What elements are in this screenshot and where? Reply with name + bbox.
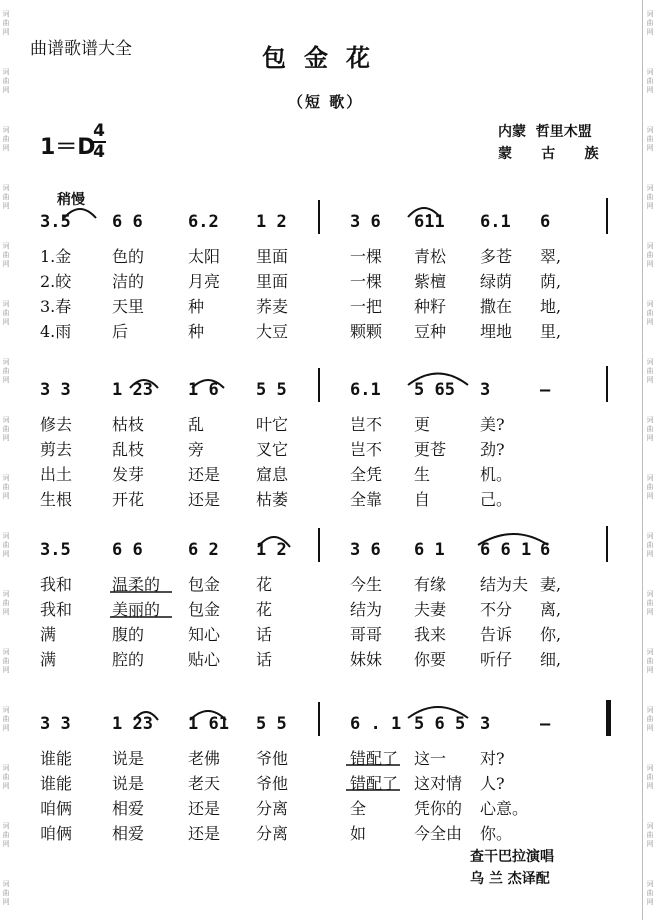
note-group: 3.5 — [40, 212, 71, 232]
note-group: 6.1 — [480, 212, 511, 232]
lyric-syllables: 里面 — [256, 272, 289, 291]
lyric-syllables: 这一 — [414, 749, 447, 768]
lyric-syllables: 我来 — [414, 625, 447, 644]
lyric-syllables: 知心 — [188, 625, 221, 644]
lyric-syllables: 旁 — [188, 440, 205, 459]
lyric-syllables: 如 — [350, 824, 367, 843]
lyric-syllables: 一把 — [350, 297, 383, 316]
lyric-syllables: 贴心 — [188, 650, 221, 669]
note-group: 6 — [540, 212, 551, 232]
watermark-text: 词曲网 — [646, 532, 654, 558]
watermark-text: 词曲网 — [646, 68, 654, 94]
lyric-syllables: 还是 — [188, 465, 221, 484]
lyric-syllables: 相爱 — [112, 824, 145, 843]
watermark-text: 词曲网 — [646, 10, 654, 36]
lyric-syllables: 更苍 — [414, 440, 447, 459]
watermark-text: 词曲网 — [2, 764, 10, 790]
lyric-syllables: 里, — [540, 322, 562, 341]
note-group: 6 . 1 — [350, 714, 402, 734]
note-group: 6 6 — [112, 540, 143, 560]
lyric-syllables: 月亮 — [188, 272, 221, 291]
watermark-text: 词曲网 — [2, 706, 10, 732]
watermark-text: 词曲网 — [646, 184, 654, 210]
note-group: 3 3 — [40, 380, 71, 400]
lyric-syllables: 天里 — [112, 297, 145, 316]
lyric-syllables: 色的 — [112, 247, 145, 266]
key-signature: 1＝D — [40, 135, 96, 160]
lyric-syllables: 叉它 — [256, 440, 289, 459]
lyric-syllables: 绿荫 — [480, 272, 513, 291]
slur — [130, 380, 158, 388]
lyric-syllables: 分离 — [256, 799, 289, 818]
watermark-text: 词曲网 — [2, 416, 10, 442]
lyric-syllables: 剪去 — [40, 440, 73, 459]
lyric-syllables: 谁能 — [40, 749, 73, 768]
lyric-syllables: 全靠 — [350, 490, 383, 509]
lyric-syllables: 相爱 — [112, 799, 145, 818]
lyric-syllables: 满 — [40, 625, 57, 644]
watermark-text: 词曲网 — [2, 822, 10, 848]
note-group: 6 — [540, 540, 551, 560]
lyric-syllables: 我和 — [40, 575, 73, 594]
note-group: 1 61 — [188, 714, 229, 734]
watermark-text: 词曲网 — [646, 648, 654, 674]
lyric-syllables: 豆种 — [414, 322, 447, 341]
note-group: 5 5 — [256, 714, 287, 734]
lyric-syllables: 腔的 — [112, 650, 145, 669]
lyric-syllables: 发芽 — [112, 465, 145, 484]
lyric-syllables: 听仔 — [480, 650, 513, 669]
lyric-syllables: 自 — [414, 490, 431, 509]
song-title: 包金花 — [262, 44, 388, 72]
lyric-syllables: 种籽 — [414, 297, 447, 316]
note-group: 6 6 1 — [480, 540, 532, 560]
lyric-syllables: 温柔的 — [112, 575, 161, 594]
lyric-syllables: 告诉 — [480, 625, 513, 644]
watermark-text: 词曲网 — [2, 242, 10, 268]
lyric-syllables: 说是 — [112, 774, 145, 793]
lyric-syllables: 你。 — [480, 824, 513, 843]
watermark-text: 词曲网 — [2, 474, 10, 500]
lyric-syllables: 老佛 — [188, 749, 221, 768]
lyric-syllables: 还是 — [188, 824, 221, 843]
lyric-syllables: 不分 — [480, 600, 513, 619]
watermark-text: 词曲网 — [646, 126, 654, 152]
watermark-text: 词曲网 — [2, 590, 10, 616]
lyric-syllables: 颗颗 — [350, 322, 383, 341]
slur — [408, 707, 468, 718]
watermark-text: 词曲网 — [2, 358, 10, 384]
note-group: 5 5 — [256, 380, 287, 400]
credit-singer: 查干巴拉演唱 — [470, 849, 554, 865]
lyric-syllables: 生根 — [40, 490, 73, 509]
lyric-syllables: 己。 — [480, 490, 513, 509]
lyric-syllables: 荫, — [540, 272, 562, 291]
lyric-syllables: 机。 — [480, 465, 513, 484]
slur — [64, 209, 96, 218]
lyric-syllables: 撒在 — [480, 297, 513, 316]
lyric-syllables: 咱俩 — [40, 824, 73, 843]
watermark-text: 词曲网 — [646, 416, 654, 442]
lyric-syllables: 生 — [414, 465, 431, 484]
lyric-syllables: 荞麦 — [256, 297, 289, 316]
lyric-syllables: 对? — [480, 749, 505, 768]
lyric-syllables: 全凭 — [350, 465, 383, 484]
lyric-syllables: 更 — [414, 415, 431, 434]
lyric-syllables: 种 — [188, 322, 205, 341]
time-denominator: 4 — [93, 142, 105, 162]
lyric-syllables: 枯枝 — [112, 415, 145, 434]
lyric-syllables: 分离 — [256, 824, 289, 843]
lyric-syllables: 劲? — [480, 440, 505, 459]
watermark-text: 词曲网 — [2, 126, 10, 152]
lyric-syllables: 心意。 — [480, 799, 529, 818]
lyric-syllables: 话 — [256, 650, 273, 669]
watermark-text: 词曲网 — [646, 474, 654, 500]
slur — [478, 534, 548, 545]
note-group: 6 2 — [188, 540, 219, 560]
note-group: 1 23 — [112, 380, 153, 400]
lyric-syllables: 种 — [188, 297, 205, 316]
lyric-syllables: 结为 — [350, 600, 383, 619]
slur — [258, 537, 290, 547]
watermark-text: 词曲网 — [2, 10, 10, 36]
lyric-syllables: 今全由 — [414, 824, 463, 843]
lyric-syllables: 爷他 — [256, 749, 289, 768]
lyric-syllables: 我和 — [40, 600, 73, 619]
lyric-syllables: 岂不 — [350, 415, 383, 434]
watermark-text: 词曲网 — [646, 590, 654, 616]
watermark-text: 词曲网 — [2, 68, 10, 94]
note-group: — — [540, 380, 551, 400]
lyric-syllables: 地, — [540, 297, 562, 316]
lyric-syllables: 花 — [256, 600, 273, 619]
lyric-syllables: 太阳 — [188, 247, 221, 266]
lyric-syllables: 满 — [40, 650, 57, 669]
lyric-syllables: 人? — [480, 774, 505, 793]
lyric-syllables: 里面 — [256, 247, 289, 266]
note-group: 5 65 — [414, 380, 455, 400]
note-group: 3 — [480, 380, 491, 400]
watermark-text: 词曲网 — [2, 532, 10, 558]
lyric-syllables: 2.皎 — [40, 272, 72, 291]
lyric-syllables: 1.金 — [40, 247, 72, 266]
watermark-text: 词曲网 — [646, 706, 654, 732]
lyric-syllables: 一棵 — [350, 247, 383, 266]
lyric-syllables: 大豆 — [256, 322, 289, 341]
note-group: 3 — [480, 714, 491, 734]
lyric-syllables: 枯萎 — [256, 490, 289, 509]
lyric-syllables: 一棵 — [350, 272, 383, 291]
lyric-syllables: 多苍 — [480, 247, 513, 266]
slur — [408, 208, 440, 217]
lyric-syllables: 全 — [350, 799, 367, 818]
note-group: 6.1 — [350, 380, 381, 400]
watermark-text: 词曲网 — [646, 242, 654, 268]
lyric-syllables: 紫檀 — [414, 272, 447, 291]
lyric-syllables: 还是 — [188, 490, 221, 509]
lyric-syllables: 爷他 — [256, 774, 289, 793]
lyric-syllables: 妹妹 — [350, 650, 383, 669]
lyric-syllables: 妻, — [540, 575, 562, 594]
origin-line-1: 内蒙 哲里木盟 — [498, 124, 592, 140]
lyric-syllables: 谁能 — [40, 774, 73, 793]
watermark-text: 词曲网 — [2, 648, 10, 674]
note-group: 3 3 — [40, 714, 71, 734]
lyric-syllables: 开花 — [112, 490, 145, 509]
lyric-syllables: 细, — [540, 650, 562, 669]
watermark-text: 词曲网 — [646, 822, 654, 848]
watermark-text: 词曲网 — [2, 300, 10, 326]
lyric-syllables: 这对情 — [414, 774, 463, 793]
note-group: 1 6 — [188, 380, 219, 400]
lyric-syllables: 今生 — [350, 575, 383, 594]
note-group: 6 6 — [112, 212, 143, 232]
watermark-text: 词曲网 — [646, 880, 654, 906]
slur — [192, 380, 224, 388]
site-name: 曲谱歌谱大全 — [30, 39, 132, 59]
time-numerator: 4 — [93, 121, 105, 141]
lyric-syllables: 咱俩 — [40, 799, 73, 818]
lyric-syllables: 埋地 — [480, 322, 513, 341]
lyric-syllables: 洁的 — [112, 272, 145, 291]
lyric-syllables: 腹的 — [112, 625, 145, 644]
watermark-text: 词曲网 — [646, 358, 654, 384]
lyric-syllables: 4.雨 — [40, 322, 72, 341]
song-subtitle: （短 歌） — [288, 93, 364, 111]
tempo-marking: 稍慢 — [57, 192, 85, 208]
credits — [470, 846, 554, 890]
watermark-text: 词曲网 — [646, 300, 654, 326]
lyric-syllables: 你要 — [414, 650, 447, 669]
credit-translator: 乌 兰 杰译配 — [470, 871, 550, 887]
lyric-syllables: 青松 — [414, 247, 447, 266]
lyric-syllables: 错配了 — [350, 749, 399, 768]
note-group: 6 1 — [414, 540, 445, 560]
lyric-syllables: 话 — [256, 625, 273, 644]
lyric-syllables: 哥哥 — [350, 625, 383, 644]
lyric-syllables: 岂不 — [350, 440, 383, 459]
lyric-syllables: 老天 — [188, 774, 221, 793]
lyric-syllables: 包金 — [188, 600, 221, 619]
lyric-syllables: 凭你的 — [414, 799, 463, 818]
lyric-syllables: 修去 — [40, 415, 73, 434]
slur — [408, 374, 468, 386]
note-group: 5 6 5 — [414, 714, 466, 734]
lyric-syllables: 花 — [256, 575, 273, 594]
lyric-syllables: 美丽的 — [112, 600, 161, 619]
note-group: 6.2 — [188, 212, 219, 232]
watermark-text: 词曲网 — [2, 184, 10, 210]
note-group: 3 6 — [350, 212, 381, 232]
note-group: 1 2 — [256, 212, 287, 232]
note-group: — — [540, 714, 551, 734]
lyric-syllables: 离, — [540, 600, 562, 619]
note-group: 3 6 — [350, 540, 381, 560]
note-group: 1 23 — [112, 714, 153, 734]
watermark-text: 词曲网 — [646, 764, 654, 790]
lyric-syllables: 包金 — [188, 575, 221, 594]
lyric-syllables: 翠, — [540, 247, 562, 266]
lyric-syllables: 出土 — [40, 465, 73, 484]
lyric-syllables: 窟息 — [256, 465, 289, 484]
lyric-syllables: 说是 — [112, 749, 145, 768]
watermark-text: 词曲网 — [2, 880, 10, 906]
origin-line-2: 蒙 古 族 — [498, 146, 599, 162]
lyric-syllables: 结为夫 — [480, 575, 529, 594]
lyric-syllables: 你, — [540, 625, 562, 644]
lyric-syllables: 乱枝 — [112, 440, 145, 459]
slur — [134, 712, 158, 720]
note-group: 3.5 — [40, 540, 71, 560]
note-group: 6̇11 — [414, 212, 445, 232]
lyric-syllables: 有缘 — [414, 575, 447, 594]
lyric-syllables: 叶它 — [256, 415, 289, 434]
lyric-syllables: 错配了 — [350, 774, 399, 793]
lyric-syllables: 3.春 — [40, 297, 72, 316]
note-group: 1 2 — [256, 540, 287, 560]
lyric-syllables: 还是 — [188, 799, 221, 818]
lyric-syllables: 夫妻 — [414, 600, 447, 619]
lyric-syllables: 后 — [112, 322, 129, 341]
lyric-syllables: 乱 — [188, 415, 205, 434]
lyric-syllables: 美? — [480, 415, 505, 434]
slur — [190, 711, 226, 720]
